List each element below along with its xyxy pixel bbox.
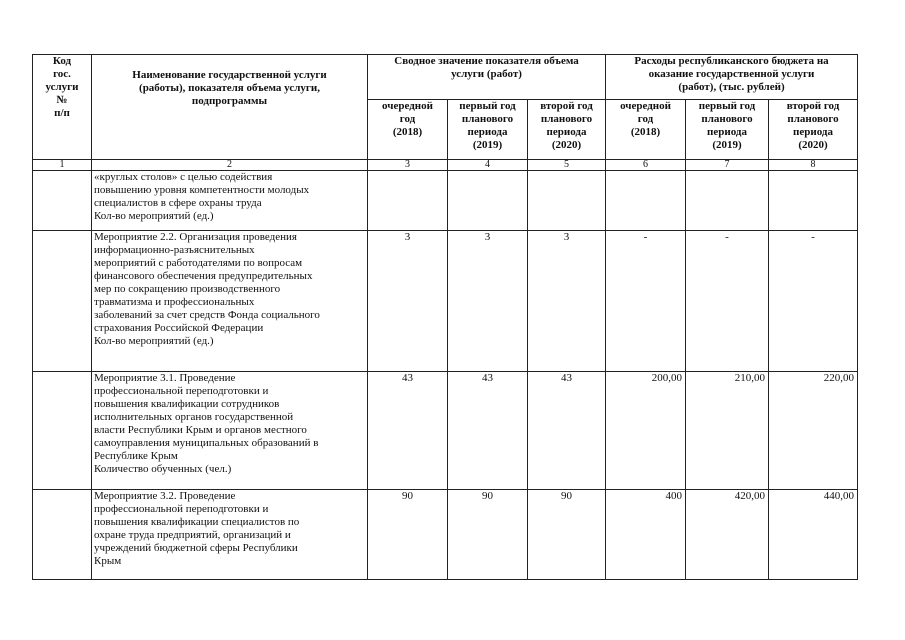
row-code [33, 372, 92, 490]
volume-2019 [448, 171, 528, 231]
budget-table [32, 54, 858, 580]
budget-2018: 200,00 [606, 372, 686, 490]
budget-2019 [686, 171, 769, 231]
row-code [33, 171, 92, 231]
col-number: 8 [769, 160, 858, 171]
volume-2019: 43 [448, 372, 528, 490]
volume-2018: 43 [368, 372, 448, 490]
col-number: 2 [92, 160, 368, 171]
header-volume-second: второй год планового периода (2020) [528, 100, 606, 160]
column-number-row [33, 160, 858, 171]
row-description: Мероприятие 3.1. Проведение профессиональной переподготовки и повышения квалификации сотрудников исполнительных органов государственной власти Республики Крым и органов местного самоуправления муниципальных образований в Республике Крым Количество обученных (чел.) [92, 372, 368, 490]
budget-2020: 220,00 [769, 372, 858, 490]
volume-2020: 3 [528, 231, 606, 372]
volume-2018: 3 [368, 231, 448, 372]
table-row [33, 490, 858, 580]
table-row [33, 231, 858, 372]
volume-2020 [528, 171, 606, 231]
budget-2018 [606, 171, 686, 231]
header-budget-first: первый год планового периода (2019) [686, 100, 769, 160]
volume-2018: 90 [368, 490, 448, 580]
budget-2019: - [686, 231, 769, 372]
budget-2019: 210,00 [686, 372, 769, 490]
volume-2019: 90 [448, 490, 528, 580]
header-code: Код гос. услуги № п/п [33, 55, 92, 160]
volume-2019: 3 [448, 231, 528, 372]
header-name: Наименование государственной услуги (работы), показателя объема услуги, подпрограммы [92, 55, 368, 160]
header-volume-current: очередной год (2018) [368, 100, 448, 160]
header-budget-group: Расходы республиканского бюджета на оказание государственной услуги (работ), (тыс. рублей) [606, 55, 858, 100]
budget-2020 [769, 171, 858, 231]
col-number: 5 [528, 160, 606, 171]
header-budget-second: второй год планового периода (2020) [769, 100, 858, 160]
volume-2020: 43 [528, 372, 606, 490]
header-volume-group: Сводное значение показателя объема услуги (работ) [368, 55, 606, 100]
col-number: 3 [368, 160, 448, 171]
row-description: Мероприятие 2.2. Организация проведения информационно-разъяснительных мероприятий с работодателями по вопросам финансового обеспечения предупредительных мер по сокращению производственного травматизма и профессиональных заболеваний за счет средств Фонда социального страхования Российской Федерации Кол-во мероприятий (ед.) [92, 231, 368, 372]
budget-2018: - [606, 231, 686, 372]
col-number: 7 [686, 160, 769, 171]
header-budget-current: очередной год (2018) [606, 100, 686, 160]
col-number: 4 [448, 160, 528, 171]
header-volume-first: первый год планового периода (2019) [448, 100, 528, 160]
table-row [33, 171, 858, 231]
col-number: 1 [33, 160, 92, 171]
budget-2020: - [769, 231, 858, 372]
volume-2020: 90 [528, 490, 606, 580]
col-number: 6 [606, 160, 686, 171]
volume-2018 [368, 171, 448, 231]
table-row [33, 372, 858, 490]
budget-2018: 400 [606, 490, 686, 580]
row-code [33, 490, 92, 580]
row-description: «круглых столов» с целью содействия повышению уровня компетентности молодых специалистов в сфере охраны труда Кол-во мероприятий (ед.) [92, 171, 368, 231]
row-description: Мероприятие 3.2. Проведение профессиональной переподготовки и повышения квалификации специалистов по охране труда предприятий, организаций и учреждений бюджетной сферы Республики Крым [92, 490, 368, 580]
budget-2020: 440,00 [769, 490, 858, 580]
row-code [33, 231, 92, 372]
budget-2019: 420,00 [686, 490, 769, 580]
